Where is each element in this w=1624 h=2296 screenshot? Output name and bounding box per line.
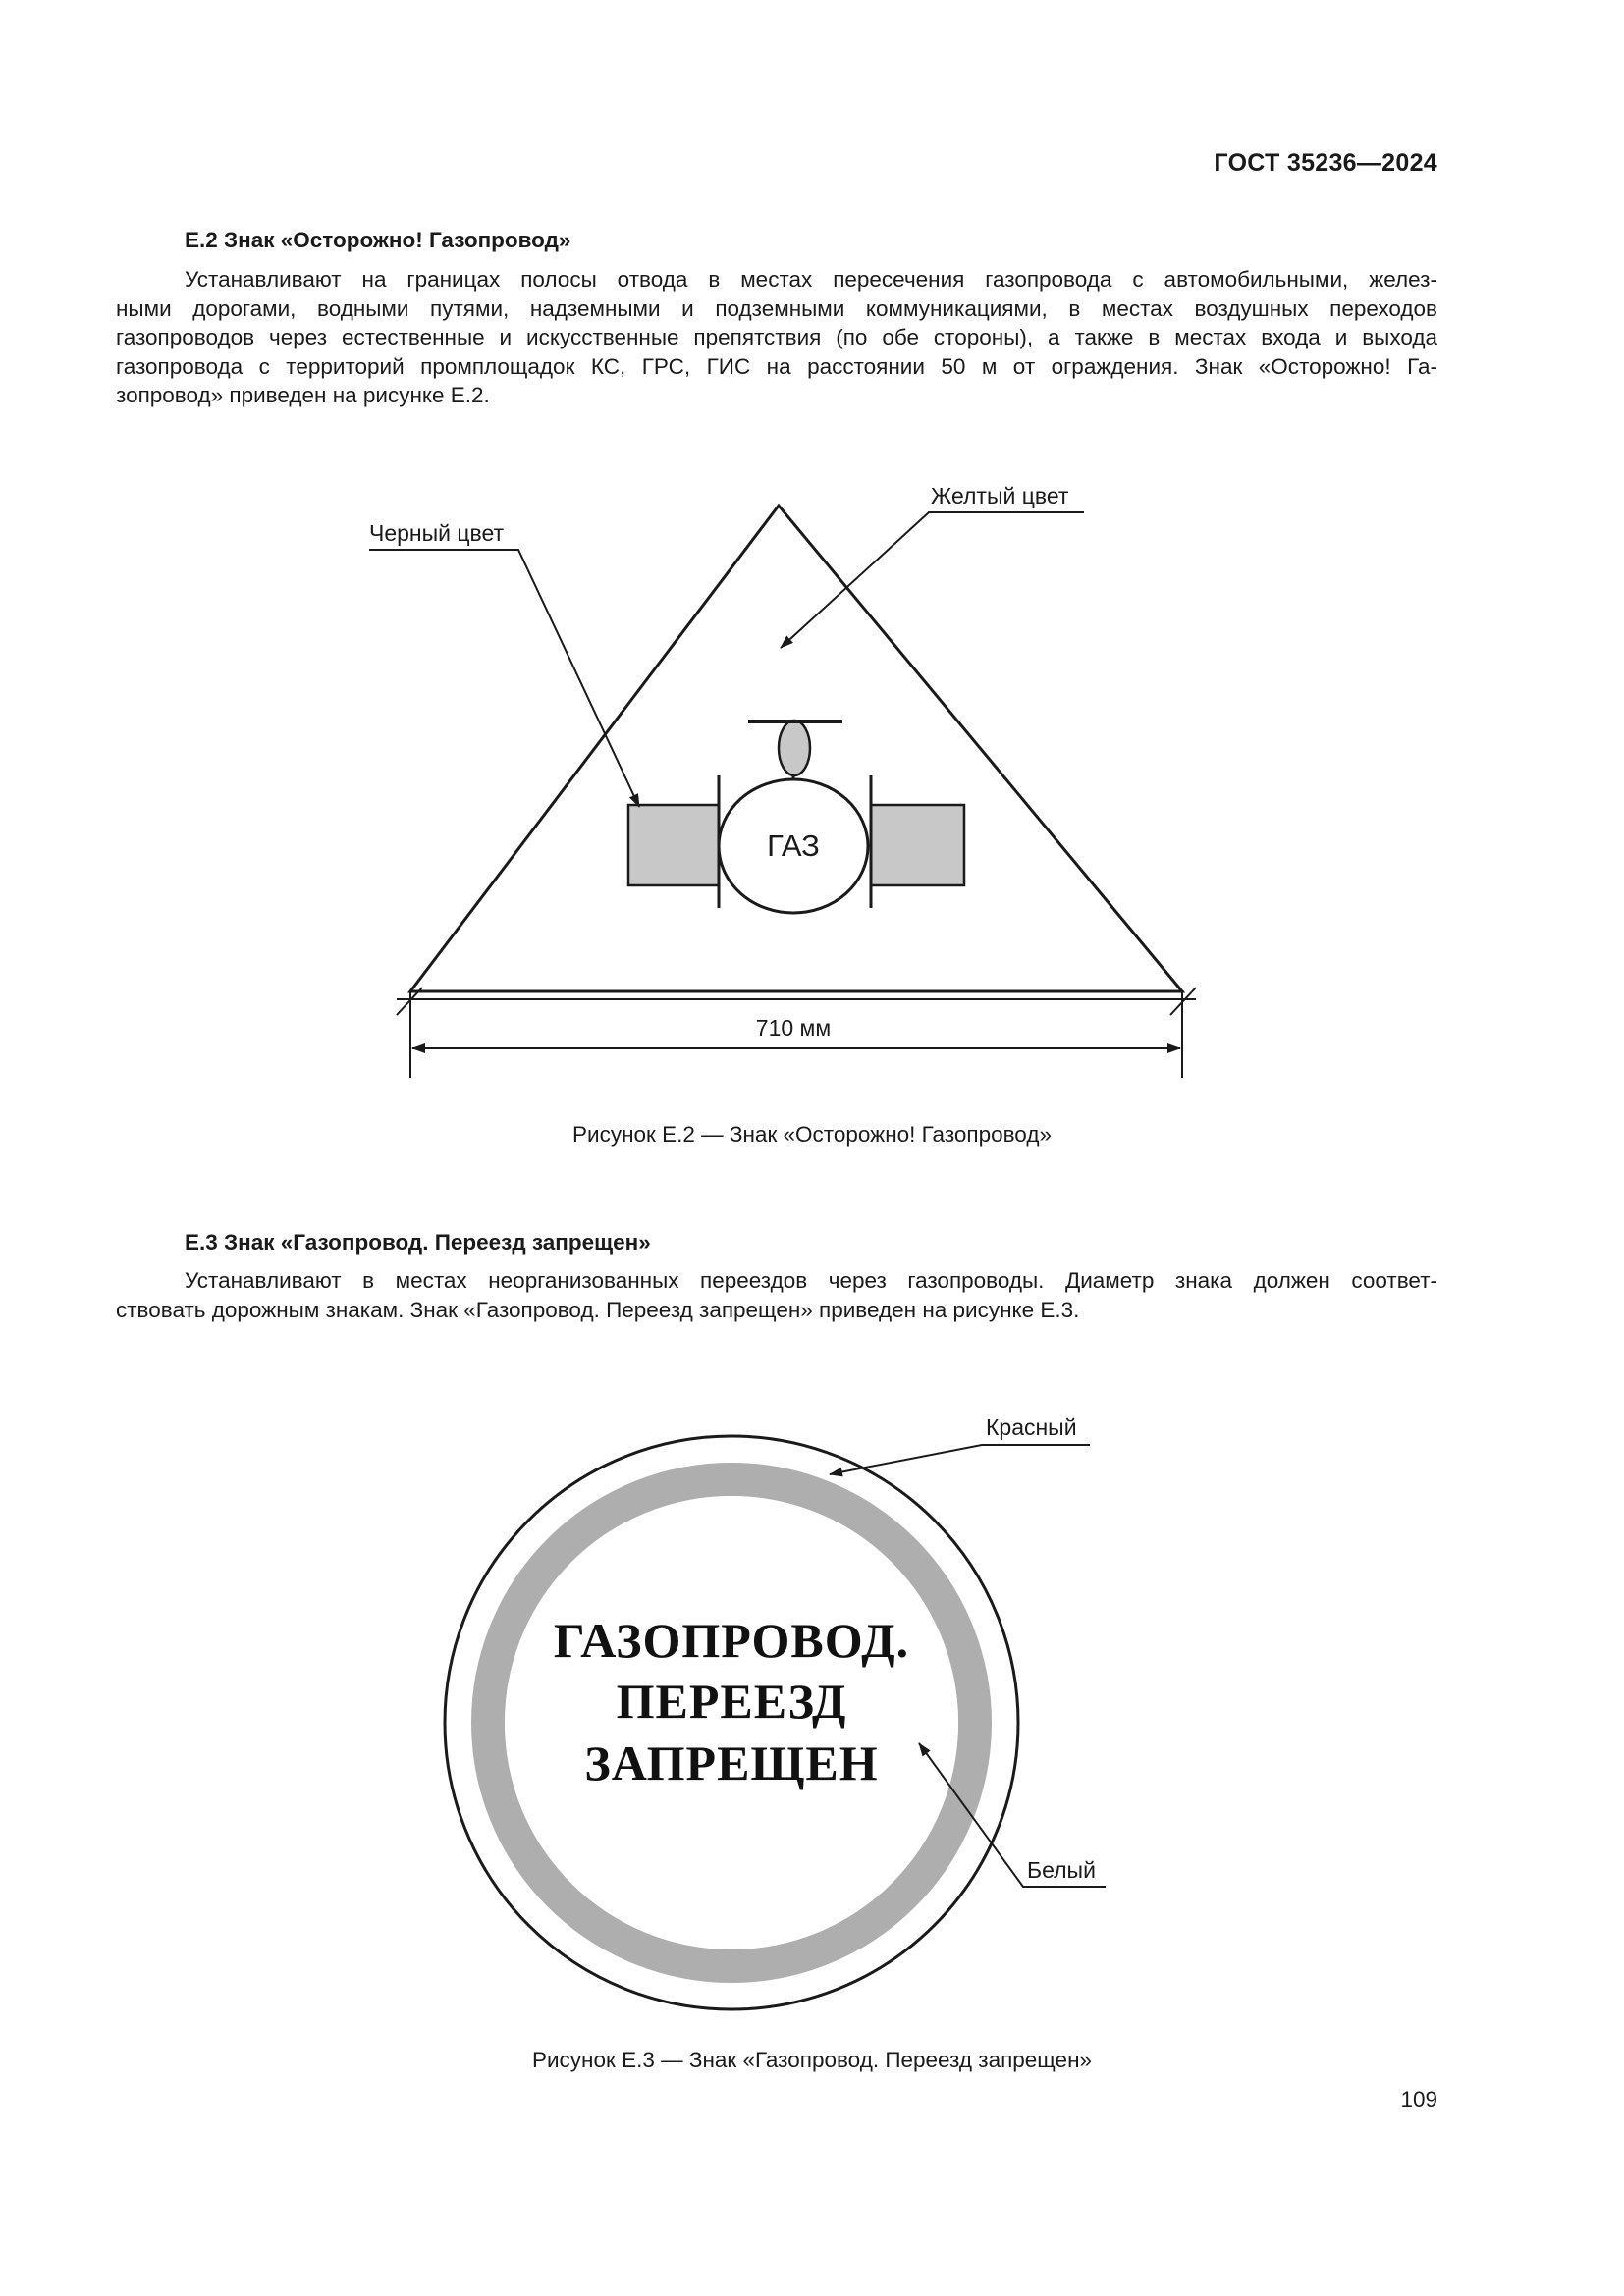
figure-e3-prohibition-sign	[0, 1374, 1624, 2042]
paragraph-line: ными дорогами, водными путями, надземными и подземными коммуникациями, в местах воздушных переходов	[116, 295, 1437, 321]
label-yellow-color: Желтый цвет	[931, 483, 1069, 508]
dimension-label: 710 мм	[755, 1015, 832, 1041]
paragraph-line: газопроводов через естественные и искусственные препятствия (по обе стороны), а также в местах входа и выхода	[116, 325, 1437, 349]
paragraph-line: газопровода с территорий промплощадок КС, ГРС, ГИС на расстоянии 50 м от ограждения. Знак «Осторожно! Га-	[116, 353, 1437, 379]
sign-text-line2: ПЕРЕЕЗД	[616, 1674, 847, 1729]
section-e3-title: Е.3 Знак «Газопровод. Переезд запрещен»	[185, 1230, 651, 1255]
valve-text: ГАЗ	[767, 828, 820, 863]
paragraph-line: Устанавливают на границах полосы отвода в местах пересечения газопровода с автомобильными, желез-	[185, 267, 1437, 292]
paragraph-line: зопровод» приведен на рисунке Е.2.	[116, 383, 490, 407]
figure-e3-caption: Рисунок Е.3 — Знак «Газопровод. Переезд запрещен»	[531, 2048, 1093, 2072]
figure-e2-warning-sign	[0, 471, 1624, 1099]
figure-e2-caption: Рисунок Е.2 — Знак «Осторожно! Газопровод»	[572, 1122, 1052, 1147]
label-red: Красный	[986, 1415, 1077, 1440]
sign-text-line1: ГАЗОПРОВОД.	[553, 1613, 910, 1668]
paragraph-line: Устанавливают в местах неорганизованных переездов через газопроводы. Диаметр знака должен соответ-	[185, 1268, 1437, 1293]
page-number: 109	[1400, 2087, 1437, 2111]
label-white: Белый	[1027, 1857, 1096, 1883]
sign-text-line3: ЗАПРЕЩЕН	[584, 1735, 879, 1790]
document-code: ГОСТ 35236—2024	[1214, 149, 1437, 177]
pipe-right	[871, 805, 964, 885]
section-e2-paragraph	[116, 265, 1437, 410]
pipe-left	[628, 805, 719, 885]
label-black-color: Черный цвет	[369, 520, 505, 546]
paragraph-line: ствовать дорожным знакам. Знак «Газопровод. Переезд запрещен» приведен на рисунке Е.3.	[116, 1297, 1080, 1322]
valve-handle-knob	[779, 721, 810, 775]
section-e2-title: Е.2 Знак «Осторожно! Газопровод»	[185, 228, 571, 252]
section-e3-paragraph	[116, 1266, 1437, 1324]
